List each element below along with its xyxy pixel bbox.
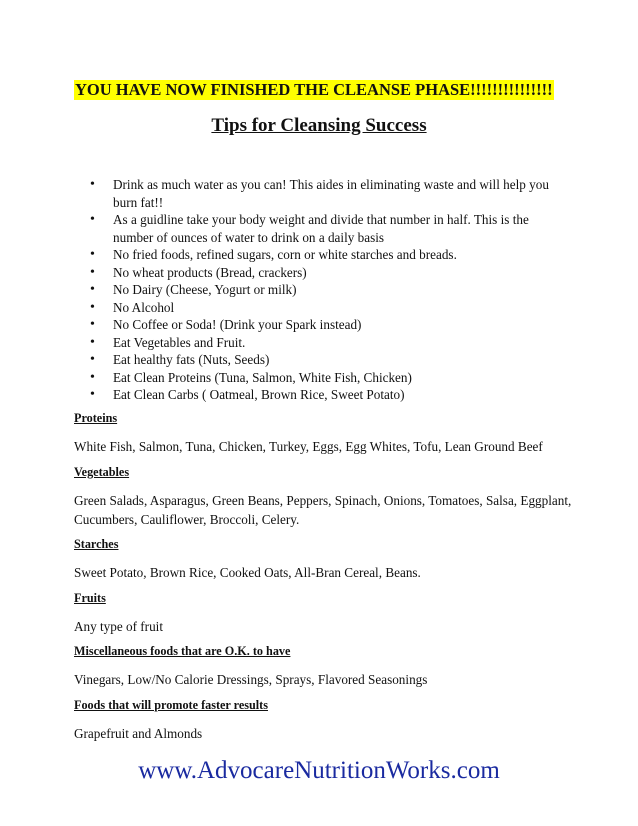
- section-body-fruits: Any type of fruit: [74, 619, 163, 634]
- section-heading-fruits: Fruits: [74, 591, 106, 605]
- website-url: www.AdvocareNutritionWorks.com: [138, 757, 500, 784]
- tip-text: No wheat products (Bread, crackers): [113, 264, 307, 280]
- bullet-icon: •: [90, 177, 95, 192]
- tip-item: [90, 281, 560, 299]
- tip-text: No Dairy (Cheese, Yogurt or milk): [113, 282, 297, 297]
- page-title: Tips for Cleansing Success: [211, 115, 427, 136]
- bullet-icon: •: [90, 264, 95, 280]
- tip-text: As a guidline take your body weight and divide that number in half. This is the number of ounces of water to drink on a daily basis: [113, 212, 529, 245]
- tip-item: [90, 334, 560, 352]
- tip-item: [90, 211, 560, 246]
- bullet-icon: •: [90, 352, 95, 367]
- tips-list: [90, 176, 560, 404]
- tip-text: No Alcohol: [113, 299, 175, 315]
- section-starches: [74, 536, 574, 583]
- tip-item: [90, 264, 560, 282]
- tip-text: Drink as much water as you can! This aides in eliminating waste and will help you burn fat!!: [113, 177, 549, 210]
- bullet-icon: •: [90, 387, 95, 402]
- section-vegetables: [74, 464, 574, 529]
- tip-text: No Coffee or Soda! (Drink your Spark instead): [113, 317, 362, 332]
- section-fruits: [74, 590, 574, 637]
- tip-text: Eat healthy fats (Nuts, Seeds): [113, 352, 270, 367]
- tip-item: [90, 176, 560, 211]
- tip-text: No fried foods, refined sugars, corn or white starches and breads.: [113, 247, 457, 262]
- tip-item: [90, 246, 560, 264]
- section-proteins: [74, 410, 574, 457]
- bullet-icon: •: [90, 299, 95, 315]
- section-body-faster-results: Grapefruit and Almonds: [74, 726, 203, 741]
- bullet-icon: •: [90, 317, 95, 332]
- tip-item: [90, 386, 560, 404]
- tip-item: [90, 299, 560, 317]
- tip-item: [90, 316, 560, 334]
- section-faster-results: [74, 697, 574, 744]
- section-heading-proteins: Proteins: [74, 411, 118, 425]
- bullet-icon: •: [90, 334, 95, 350]
- bullet-icon: •: [90, 212, 95, 227]
- finished-cleanse-banner: YOU HAVE NOW FINISHED THE CLEANSE PHASE!!!!!!!!!!!!!!!: [75, 80, 553, 99]
- section-body-miscellaneous: Vinegars, Low/No Calorie Dressings, Sprays, Flavored Seasonings: [74, 672, 428, 687]
- section-heading-miscellaneous: Miscellaneous foods that are O.K. to have: [74, 644, 291, 658]
- section-heading-starches: Starches: [74, 537, 119, 551]
- bullet-icon: •: [90, 282, 95, 297]
- tip-text: Eat Clean Carbs ( Oatmeal, Brown Rice, Sweet Potato): [113, 387, 405, 402]
- tip-item: [90, 369, 560, 387]
- bullet-icon: •: [90, 247, 95, 262]
- section-body-vegetables: Green Salads, Asparagus, Green Beans, Peppers, Spinach, Onions, Tomatoes, Salsa, Eggplant, Cucumbers, Cauliflower, Broccoli, Celery.: [74, 493, 572, 527]
- section-miscellaneous: [74, 643, 574, 690]
- section-body-starches: Sweet Potato, Brown Rice, Cooked Oats, All-Bran Cereal, Beans.: [74, 565, 421, 580]
- tip-text: Eat Vegetables and Fruit.: [113, 334, 246, 350]
- tip-item: [90, 351, 560, 369]
- section-heading-vegetables: Vegetables: [74, 465, 130, 479]
- bullet-icon: •: [90, 369, 95, 385]
- tip-text: Eat Clean Proteins (Tuna, Salmon, White Fish, Chicken): [113, 369, 412, 385]
- section-body-proteins: White Fish, Salmon, Tuna, Chicken, Turkey, Eggs, Egg Whites, Tofu, Lean Ground Beef: [74, 439, 543, 454]
- section-heading-faster-results: Foods that will promote faster results: [74, 698, 268, 712]
